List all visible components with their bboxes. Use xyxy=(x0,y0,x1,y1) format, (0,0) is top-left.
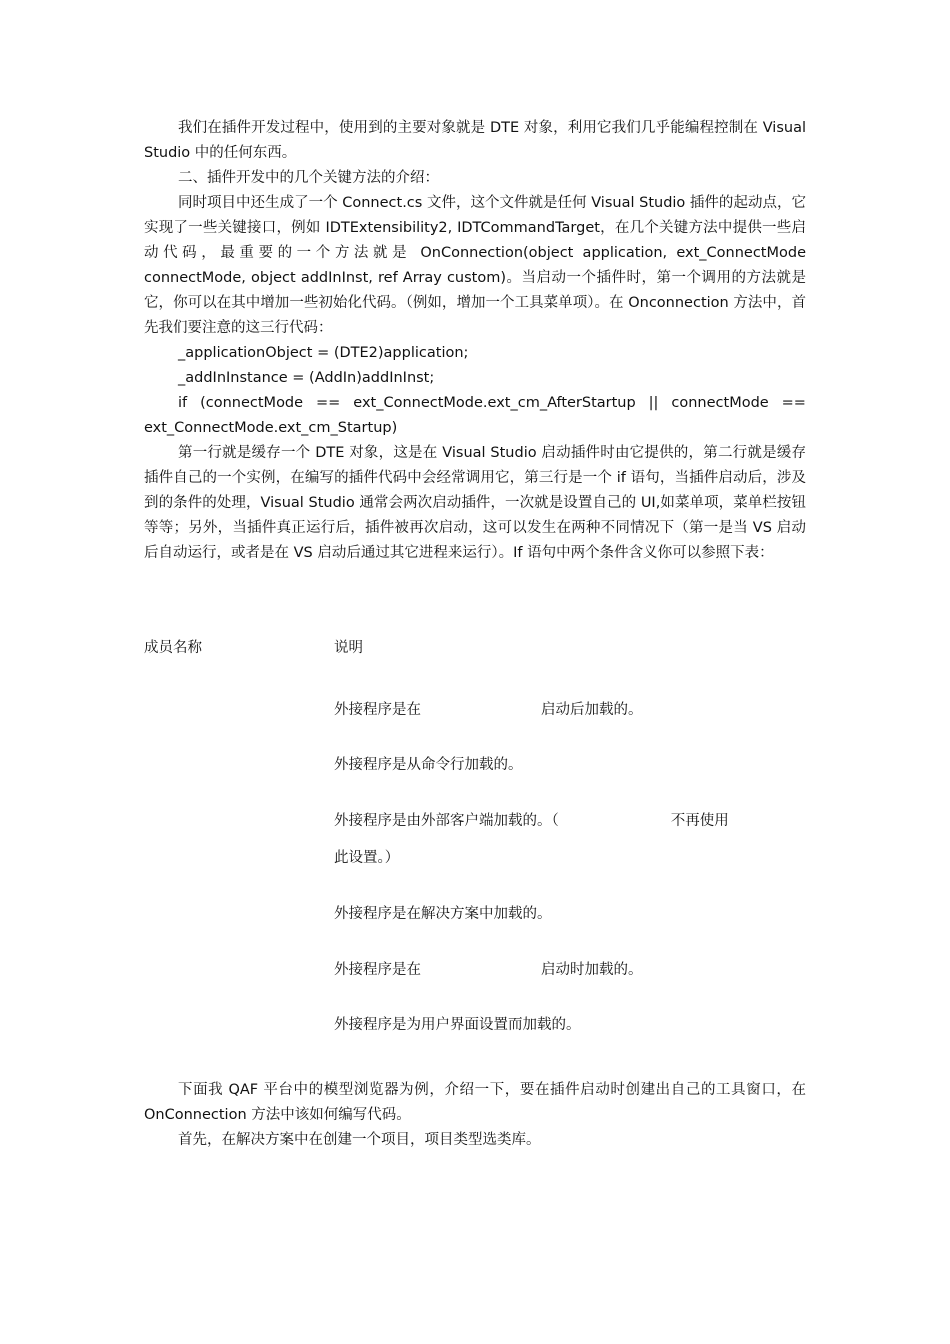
table-row xyxy=(334,958,643,983)
code-line-addin-instance: _addInInstance = (AddIn)addInInst; xyxy=(178,370,435,386)
paragraph-explanation: 第一行就是缓存一个 DTE 对象，这是在 Visual Studio 启动插件时由它提供的，第二行就是缓存插件自己的一个实例，在编写的插件代码中会经常调用它，第三行是一个 if 语句，当插件启动后，涉及到的条件的处理，Visual Studio 通常会两次启动插件，一次就是设置自己的 UI,如菜单项，菜单栏按钮等等；另外，当插件真正运行后，插件被再次启动，这可以发生在两种不同情况下（第一是当 VS 启动后自动运行，或者是在 VS 启动后通过其它进程来运行）。If 语句中两个条件含义你可以参照下表： xyxy=(144,445,806,561)
code-line-application-object: _applicationObject = (DTE2)application; xyxy=(178,345,469,361)
paragraph-first-step: 首先，在解决方案中在创建一个项目，项目类型选类库。 xyxy=(178,1132,541,1148)
code-token: ext_ConnectMode.ext_cm_AfterStartup xyxy=(353,395,636,411)
row-text: 外接程序是从命令行加载的。 xyxy=(334,757,523,773)
table-header-description: 说明 xyxy=(334,640,363,656)
table-header-member-name: 成员名称 xyxy=(144,640,202,656)
row-text: 外接程序是在 xyxy=(334,702,421,718)
row-text: 外接程序是在解决方案中加载的。 xyxy=(334,906,552,922)
code-token: == xyxy=(316,395,341,411)
paragraph-dte-intro: 我们在插件开发过程中，使用到的主要对象就是 DTE 对象，利用它我们几乎能编程控制在 Visual Studio 中的任何东西。 xyxy=(144,120,806,161)
row-text-tail: 不再使用 xyxy=(670,813,729,829)
code-token: if xyxy=(178,395,188,411)
code-line-continuation: ext_ConnectMode.ext_cm_Startup) xyxy=(144,420,398,436)
row-text-tail: 启动时加载的。 xyxy=(541,962,643,978)
row-text-tail: 启动后加载的。 xyxy=(541,702,643,718)
row-text: 外接程序是由外部客户端加载的。（ xyxy=(334,813,559,829)
table-row xyxy=(334,1013,581,1038)
code-token: == xyxy=(781,395,806,411)
row-text: 外接程序是在 xyxy=(334,962,421,978)
code-line-if-statement xyxy=(144,391,806,441)
table-row xyxy=(334,809,729,834)
table-row xyxy=(334,698,643,723)
code-token: || xyxy=(648,395,659,411)
row-text: 外接程序是为用户界面设置而加载的。 xyxy=(334,1017,581,1033)
code-token: (connectMode xyxy=(200,395,304,411)
code-token: connectMode xyxy=(671,395,769,411)
paragraph-connect-cs: 同时项目中还生成了一个 Connect.cs 文件，这个文件就是任何 Visual Studio 插件的起动点，它实现了一些关键接口，例如 IDTExtensibility2, IDTCommandTarget，在几个关键方法中提供一些启动代码，最重要的一个方法就是 OnConnection(object application, ext_ConnectMode connectMode, object addInInst, ref Array custom)。当启动一个插件时，第一个调用的方法就是它，你可以在其中增加一些初始化代码。（例如，增加一个工具菜单项）。在 Onconnection 方法中，首先我们要注意的这三行代码： xyxy=(144,195,806,336)
table-row xyxy=(334,753,523,778)
paragraph-qaf-example: 下面我 QAF 平台中的模型浏览器为例，介绍一下，要在插件启动时创建出自己的工具窗口，在 OnConnection 方法中该如何编写代码。 xyxy=(144,1082,806,1123)
section-heading-key-methods: 二、插件开发中的几个关键方法的介绍： xyxy=(178,170,439,186)
row-text: 此设置。） xyxy=(334,850,400,866)
table-row-continuation xyxy=(334,846,399,871)
table-row xyxy=(334,902,552,927)
